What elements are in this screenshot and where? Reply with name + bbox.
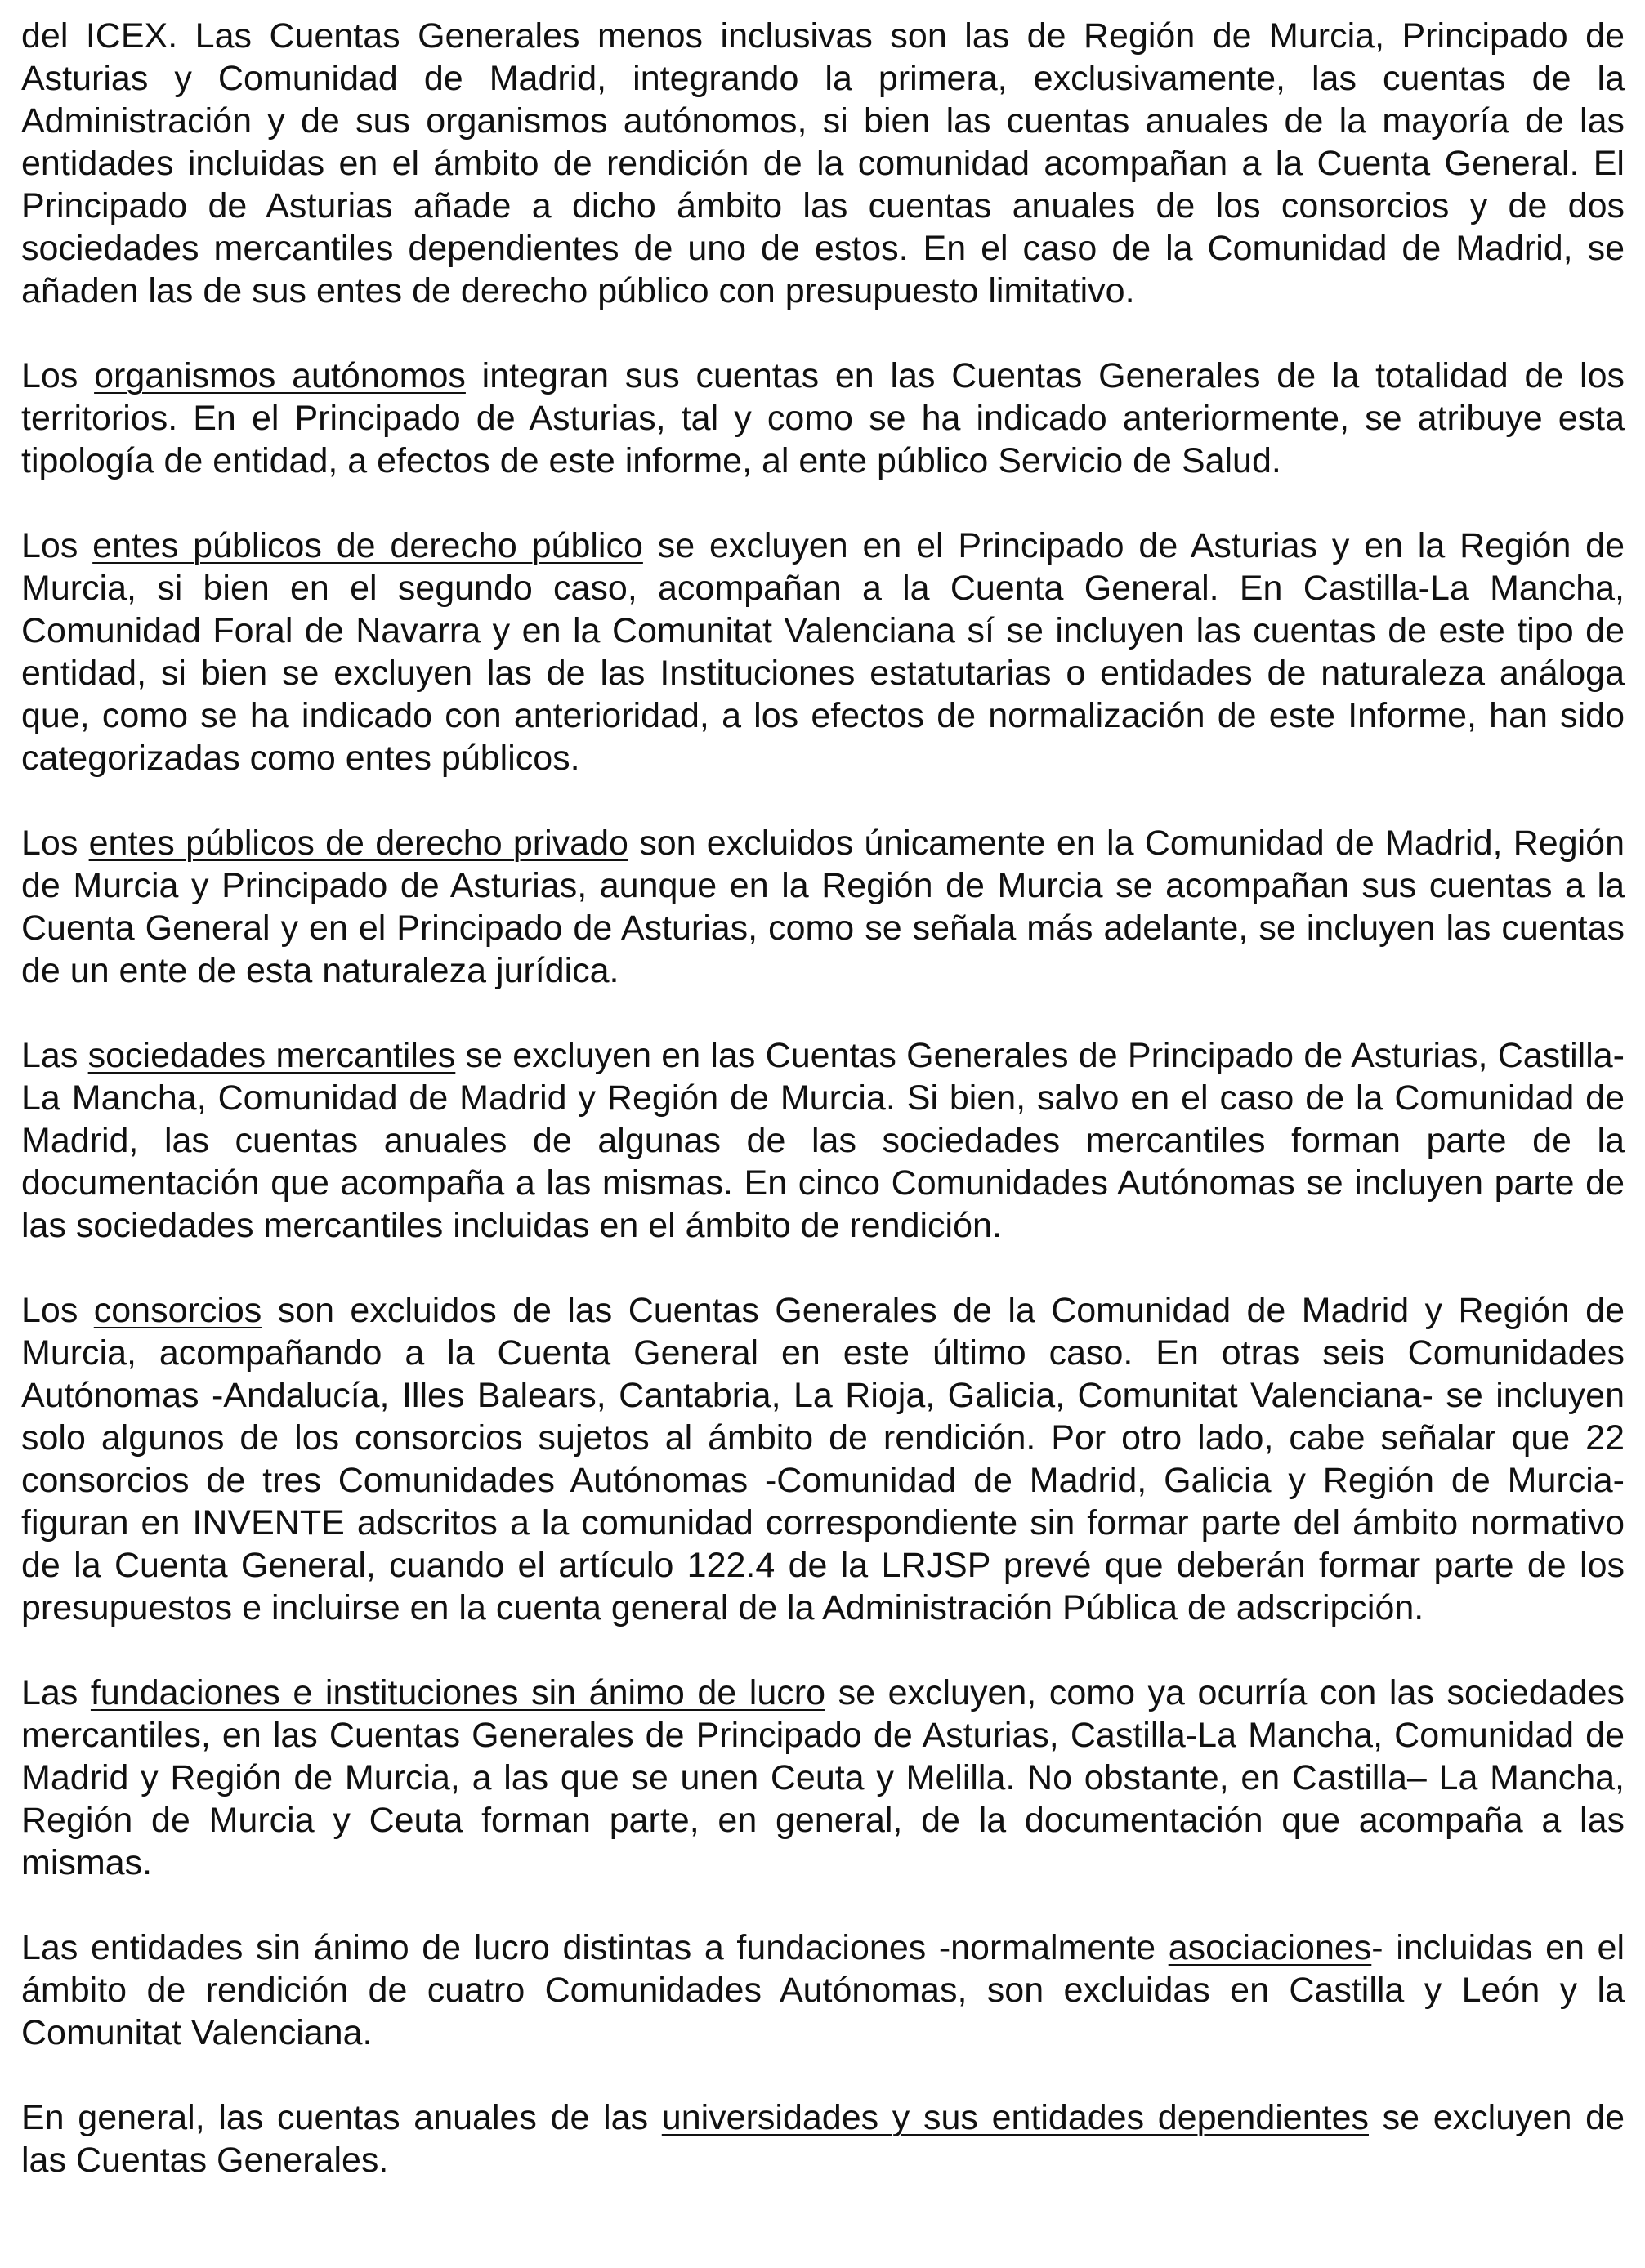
paragraph-text: Los [21, 1291, 94, 1330]
paragraph-text: Las [21, 1036, 88, 1075]
underlined-term-universidades: universidades y sus entidades dependientes [661, 2098, 1369, 2137]
paragraph-text: son excluidos únicamente en la Comunidad de Madrid, Región de Murcia y Principado de Asturias, aunque en la Región de Murcia se acompañan sus cuentas a la Cuenta General y en el Principado de Asturias, como se señala más adelante, se incluyen las cuentas de un ente de esta naturaleza jurídica. [21, 824, 1625, 990]
paragraph-text: Los [21, 526, 93, 565]
paragraph-fundaciones [21, 1672, 1625, 1884]
paragraph-text: - incluidas en el ámbito de rendición de cuatro Comunidades Autónomas, son excluidas en Castilla y León y la Comunitat Valenciana. [21, 1928, 1625, 2052]
underlined-term-consorcios: consorcios [93, 1291, 262, 1330]
paragraph-text: En general, las cuentas anuales de las [21, 2098, 662, 2137]
paragraph-consorcios [21, 1289, 1625, 1629]
paragraph-text: Los [21, 824, 89, 863]
paragraph-universidades [21, 2096, 1625, 2181]
underlined-term-sociedades-mercantiles: sociedades mercantiles [87, 1036, 456, 1075]
underlined-term-fundaciones: fundaciones e instituciones sin ánimo de lucro [90, 1673, 825, 1712]
paragraph-text: integran sus cuentas en las Cuentas Generales de la totalidad de los territorios. En el Principado de Asturias, tal y como se ha indicado anteriormente, se atribuye esta tipología de entidad, a efectos de este informe, al ente público Servicio de Salud. [21, 356, 1625, 480]
paragraph-text: Los [21, 356, 95, 395]
paragraph-text: Las entidades sin ánimo de lucro distintas a fundaciones -normalmente [21, 1928, 1169, 1967]
document-page [21, 15, 1625, 2181]
underlined-term-organismos-autonomos: organismos autónomos [94, 356, 466, 395]
paragraph-text: se excluyen, como ya ocurría con las sociedades mercantiles, en las Cuentas Generales de Principado de Asturias, Castilla-La Mancha, Comunidad de Madrid y Región de Murcia, a las que se unen Ceuta y Melilla. No obstante, en Castilla– La Mancha, Región de Murcia y Ceuta forman parte, en general, de la documentación que acompaña a las mismas. [21, 1673, 1625, 1882]
paragraph-text: se excluyen de las Cuentas Generales. [21, 2098, 1625, 2180]
underlined-term-entes-derecho-privado: entes públicos de derecho privado [88, 824, 628, 863]
paragraph-text: Las [21, 1673, 91, 1712]
paragraph-text: se excluyen en las Cuentas Generales de Principado de Asturias, Castilla-La Mancha, Comunidad de Madrid y Región de Murcia. Si bien, salvo en el caso de la Comunidad de Madrid, las cuentas anuales de algunas de las sociedades mercantiles forman parte de la documentación que acompaña a las mismas. En cinco Comunidades Autónomas se incluyen parte de las sociedades mercantiles incluidas en el ámbito de rendición. [21, 1036, 1625, 1245]
paragraph-cuentas-generales-menos-inclusivas [21, 15, 1625, 312]
paragraph-entes-derecho-publico [21, 525, 1625, 779]
paragraph-sociedades-mercantiles [21, 1034, 1625, 1247]
underlined-term-asociaciones: asociaciones [1168, 1928, 1372, 1967]
paragraph-asociaciones [21, 1926, 1625, 2054]
paragraph-text: se excluyen en el Principado de Asturias y en la Región de Murcia, si bien en el segundo caso, acompañan a la Cuenta General. En Castilla-La Mancha, Comunidad Foral de Navarra y en la Comunitat Valenciana sí se incluyen las cuentas de este tipo de entidad, si bien se excluyen las de las Instituciones estatutarias o entidades de naturaleza análoga que, como se ha indicado con anterioridad, a los efectos de normalización de este Informe, han sido categorizadas como entes públicos. [21, 526, 1625, 778]
paragraph-text: del ICEX. Las Cuentas Generales menos inclusivas son las de Región de Murcia, Principado de Asturias y Comunidad de Madrid, integrando la primera, exclusivamente, las cuentas de la Administración y de sus organismos autónomos, si bien las cuentas anuales de la mayoría de las entidades incluidas en el ámbito de rendición de la comunidad acompañan a la Cuenta General. El Principado de Asturias añade a dicho ámbito las cuentas anuales de los consorcios y de dos sociedades mercantiles dependientes de uno de estos. En el caso de la Comunidad de Madrid, se añaden las de sus entes de derecho público con presupuesto limitativo. [21, 16, 1625, 310]
paragraph-entes-derecho-privado [21, 822, 1625, 992]
underlined-term-entes-derecho-publico: entes públicos de derecho público [92, 526, 643, 565]
paragraph-organismos-autonomos [21, 355, 1625, 482]
paragraph-text: son excluidos de las Cuentas Generales de la Comunidad de Madrid y Región de Murcia, acompañando a la Cuenta General en este último caso. En otras seis Comunidades Autónomas -Andalucía, Illes Balears, Cantabria, La Rioja, Galicia, Comunitat Valenciana- se incluyen solo algunos de los consorcios sujetos al ámbito de rendición. Por otro lado, cabe señalar que 22 consorcios de tres Comunidades Autónomas -Comunidad de Madrid, Galicia y Región de Murcia- figuran en INVENTE adscritos a la comunidad correspondiente sin formar parte del ámbito normativo de la Cuenta General, cuando el artículo 122.4 de la LRJSP prevé que deberán formar parte de los presupuestos e incluirse en la cuenta general de la Administración Pública de adscripción. [21, 1291, 1625, 1627]
